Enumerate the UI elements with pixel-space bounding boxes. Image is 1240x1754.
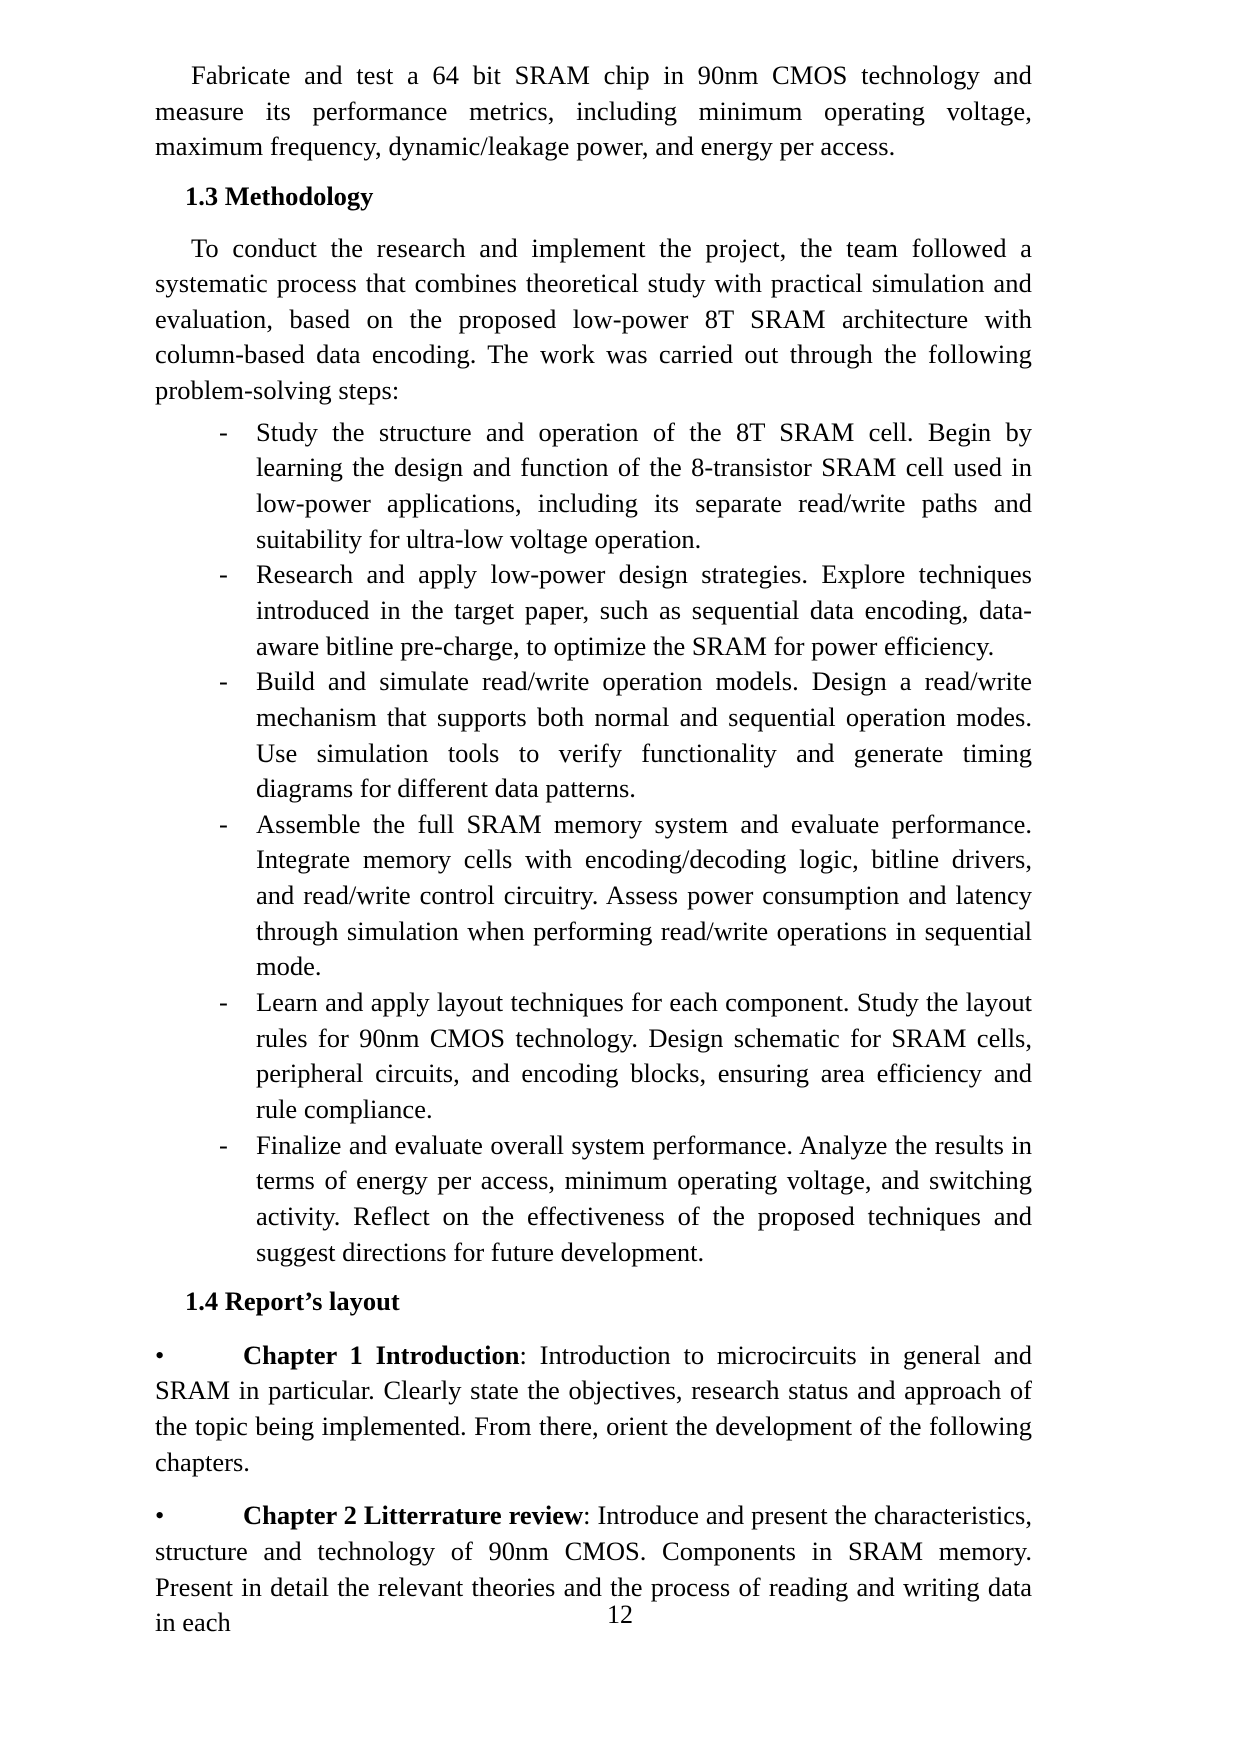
methodology-step-list (155, 415, 1032, 1270)
chapter-description: Introduction to microcircuits in general and SRAM in particular. Clearly state the objectives, research status and approach of the topic being implemented. From there, orient the development of the following chapters. (155, 1339, 1032, 1477)
intro-paragraph: Fabricate and test a 64 bit SRAM chip in 90nm CMOS technology and measure its performance metrics, including minimum operating voltage, maximum frequency, dynamic/leakage power, and energy per access. (155, 60, 1032, 162)
list-item (155, 664, 1032, 807)
list-item-text: Assemble the full SRAM memory system and evaluate performance. Integrate memory cells with encoding/decoding logic, bitline drivers, and read/write control circuitry. Assess power consumption and latency through simulation when performing read/write operations in sequential mode. (256, 808, 1032, 982)
list-item (155, 557, 1032, 664)
dash-bullet-icon: - (219, 808, 228, 839)
disc-bullet-icon: • (155, 1500, 165, 1531)
page-content (155, 58, 1032, 1641)
list-item-text: Build and simulate read/write operation models. Design a read/write mechanism that supports both normal and sequential operation modes. Use simulation tools to verify functionality and generate timing diagrams for different data patterns. (256, 666, 1032, 804)
list-item (155, 807, 1032, 985)
list-item-text: Study the structure and operation of the 8T SRAM cell. Begin by learning the design and function of the 8-transistor SRAM cell used in low-power applications, including its separate read/write paths and suitability for ultra-low voltage operation. (256, 416, 1032, 554)
section-heading-methodology: 1.3 Methodology (185, 180, 374, 211)
page-number: 12 (607, 1600, 633, 1629)
chapter-separator: : (583, 1500, 598, 1531)
dash-bullet-icon: - (219, 987, 228, 1018)
chapter-title: Chapter 2 Litterrature review (243, 1500, 584, 1531)
list-item-text: Research and apply low-power design strategies. Explore techniques introduced in the target paper, such as sequential data encoding, data-aware bitline pre-charge, to optimize the SRAM for power efficiency. (256, 559, 1032, 661)
list-item-text: Finalize and evaluate overall system performance. Analyze the results in terms of energy per access, minimum operating voltage, and switching activity. Reflect on the effectiveness of the proposed techniques and suggest directions for future development. (256, 1129, 1032, 1267)
chapter-title: Chapter 1 Introduction (243, 1339, 520, 1370)
dash-bullet-icon: - (219, 559, 228, 590)
chapter-entry (155, 1338, 1032, 1481)
list-item (155, 415, 1032, 558)
disc-bullet-icon: • (155, 1339, 165, 1370)
list-item-text: Learn and apply layout techniques for each component. Study the layout rules for 90nm CMOS technology. Design schematic for SRAM cells, peripheral circuits, and encoding blocks, ensuring area efficiency and rule compliance. (256, 987, 1032, 1124)
list-item (155, 985, 1032, 1128)
section-heading-report-layout: 1.4 Report’s layout (185, 1286, 400, 1317)
dash-bullet-icon: - (219, 416, 228, 447)
chapter-separator: : (519, 1339, 540, 1370)
dash-bullet-icon: - (219, 1129, 228, 1160)
chapter-description: Introduce and present the characteristics, structure and technology of 90nm CMOS. Components in SRAM memory. Present in detail the relevant theories and the process of reading and writing data in each (155, 1500, 1032, 1638)
methodology-lead-paragraph: To conduct the research and implement the project, the team followed a systematic process that combines theoretical study with practical simulation and evaluation, based on the proposed low-power 8T SRAM architecture with column-based data encoding. The work was carried out through the following problem-solving steps: (155, 232, 1032, 406)
list-item (155, 1128, 1032, 1271)
dash-bullet-icon: - (219, 666, 228, 697)
